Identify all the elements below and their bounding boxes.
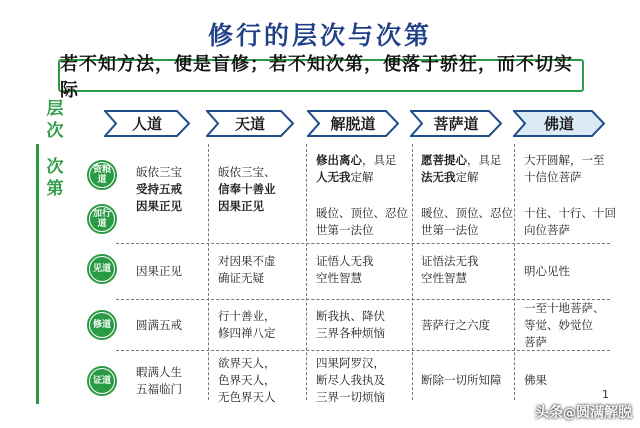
cell-r4-c3 [316,308,385,342]
cell-line: 修出离心，具足 [316,153,397,167]
cell-line: 佛果 [524,373,547,387]
stages-label: 次 第 [46,157,64,199]
cell-line: 大开圆解，一至 [524,153,605,167]
cell-line: 空性智慧 [316,271,362,285]
level-chevron-buddha: 佛道 [513,110,605,137]
cell-line: 向位菩萨 [524,223,570,237]
cell-line: 修四禅八定 [218,326,276,340]
cell-r3-c3 [316,253,374,287]
cell-line: 人无我定解 [316,170,374,184]
stages-side-bar [36,144,39,404]
cell-line: 暖位、顶位、忍位 [421,206,513,220]
cell-line: 五福临门 [136,382,182,396]
cell-line: 暇满人生 [136,365,182,379]
page-number: 1 [602,388,609,401]
cell-r2-c5 [524,205,616,239]
level-chevron-bodhisattva: 菩萨道 [410,110,502,137]
cell-line: 四果阿罗汉， [316,356,385,370]
cell-r5-c3 [316,355,385,406]
cell-r4-c1 [136,317,182,334]
cell-line: 断除一切所知障 [421,373,502,387]
cell-r1-c5 [524,152,605,186]
level-chevron-heaven: 天道 [206,110,294,137]
cell-line: 无色界天人 [218,390,276,404]
cell-line: 因果正见 [218,199,264,213]
cell-r1-c4 [421,152,502,186]
cell-r5-c2 [218,355,276,406]
cell-line: 明心见性 [524,264,570,278]
cell-line: 十住、十行、十回 [524,206,616,220]
cell-line: 对因果不虚 [218,254,276,268]
cell-line: 等觉、妙觉位 [524,318,593,332]
cell-line: 色界天人， [218,373,276,387]
stage-badge-seeing: 见道 [87,254,117,284]
cell-line: 菩萨 [524,335,547,349]
stage-badge-realization: 证道 [87,366,117,396]
cell-line: 空性智慧 [421,271,467,285]
cell-r1-c3 [316,152,397,186]
column-divider [514,144,515,400]
cell-line: 因果正见 [136,264,182,278]
cell-line: 三界一切烦恼 [316,390,385,404]
level-chevron-human: 人道 [104,110,190,137]
cell-r3-c4 [421,253,479,287]
cell-line: 菩萨行之六度 [421,318,490,332]
cell-r2-c4 [421,205,513,239]
cell-line: 世第一法位 [421,223,479,237]
cell-r4-c5 [524,300,605,351]
stage-badge-accumulation: 资粮 道 [87,160,117,190]
cell-r1-c2 [218,164,276,215]
watermark: 头条@圆满解脱 [535,405,632,421]
cell-line: 证悟人无我 [316,254,374,268]
cell-line: 欲界天人， [218,356,276,370]
cell-r4-c2 [218,308,276,342]
levels-label: 层 次 [46,99,64,141]
cell-line: 皈依三宝、 [218,165,276,179]
cell-line: 行十善业， [218,309,276,323]
cell-line: 信奉十善业 [218,182,276,196]
cell-r4-c4 [421,317,490,334]
cell-line: 断尽人我执及 [316,373,385,387]
cell-line: 证悟法无我 [421,254,479,268]
cell-r5-c4 [421,372,502,389]
cell-line: 三界各种烦恼 [316,326,385,340]
cell-line: 受持五戒 [136,182,182,196]
banner-text: 若不知方法，便是盲修；若不知次第，便落于骄狂，而不切实际 [58,59,584,92]
cell-line: 圆满五戒 [136,318,182,332]
level-chevron-liberation: 解脱道 [307,110,399,137]
cell-line: 暖位、顶位、忍位 [316,206,408,220]
cell-line: 一至十地菩萨、 [524,301,605,315]
cell-line: 十信位菩萨 [524,170,582,184]
cell-r5-c5 [524,372,547,389]
column-divider [412,144,413,400]
column-divider [208,144,209,400]
cell-line: 法无我定解 [421,170,479,184]
cell-line: 确证无疑 [218,271,264,285]
stage-badge-preparation: 加行 道 [87,204,117,234]
cell-r2-c3 [316,205,408,239]
cell-r5-c1 [136,364,182,398]
cell-r3-c2 [218,253,276,287]
cell-r3-c5 [524,263,570,280]
page-title: 修行的层次与次第 [207,21,432,50]
cell-r3-c1 [136,263,182,280]
row-divider [116,243,610,244]
cell-r1-c1 [136,164,182,215]
stage-badge-meditation: 修道 [87,310,117,340]
column-divider [306,144,307,400]
cell-line: 世第一法位 [316,223,374,237]
cell-line: 愿菩提心，具足 [421,153,502,167]
cell-line: 皈依三宝 [136,165,182,179]
cell-line: 断我执、降伏 [316,309,385,323]
cell-line: 因果正见 [136,199,182,213]
